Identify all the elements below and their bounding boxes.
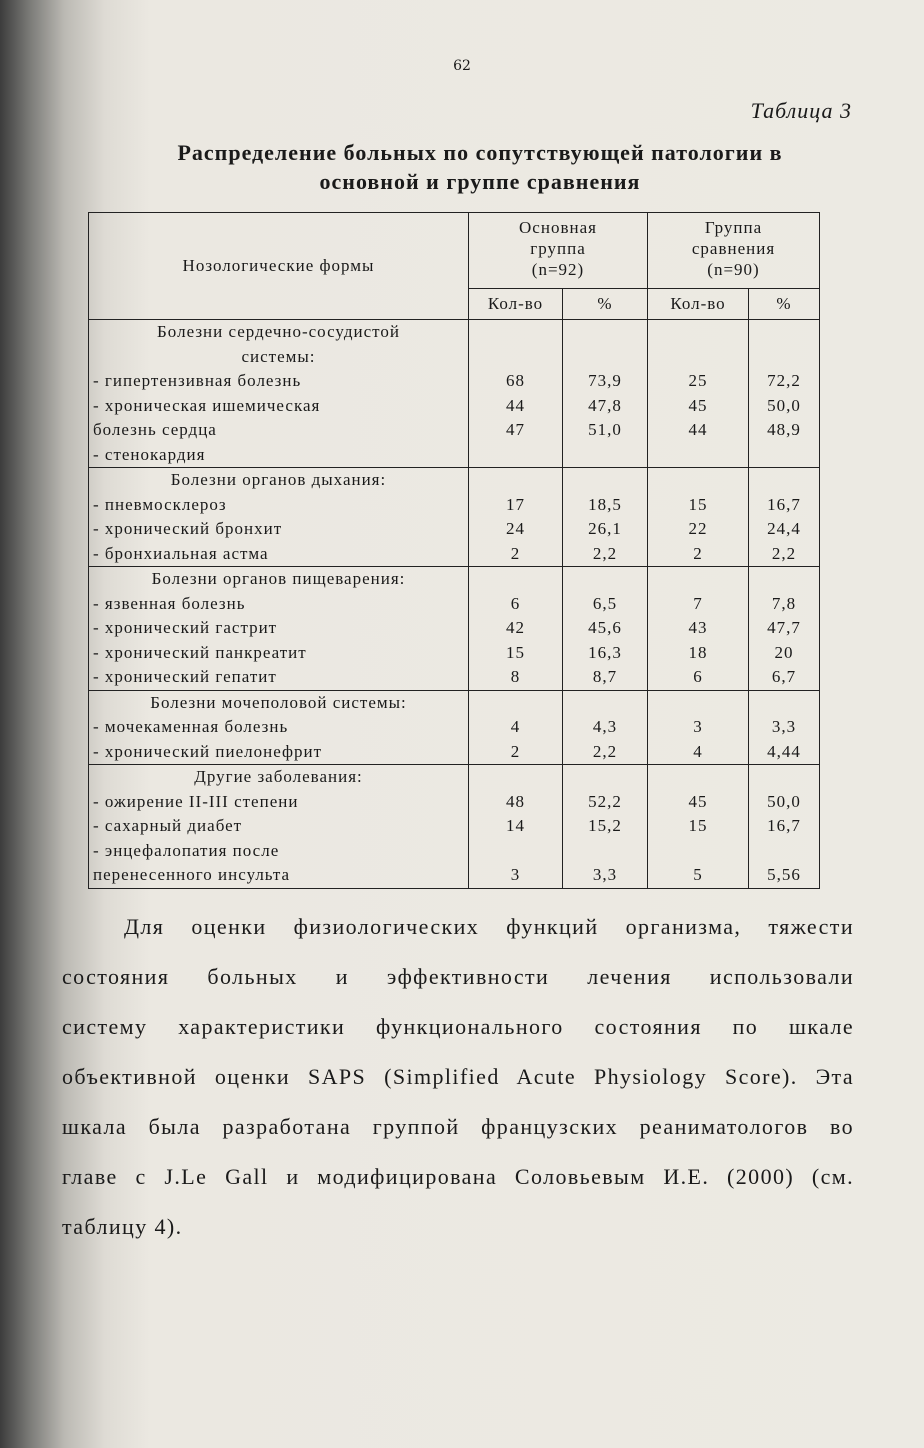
header-compare-group bbox=[648, 213, 820, 289]
value: 7 bbox=[693, 593, 703, 613]
value bbox=[473, 345, 558, 370]
value bbox=[753, 468, 815, 493]
value: 20 bbox=[774, 642, 794, 662]
value: 4,3 bbox=[592, 717, 618, 736]
disease-name: - бронхиальная астма bbox=[93, 543, 269, 563]
value: 3,3 bbox=[771, 717, 797, 736]
body-paragraph bbox=[62, 902, 854, 1252]
value: 2 bbox=[693, 543, 703, 563]
disease-name: - хроническая ишемическая bbox=[93, 395, 321, 415]
group-names-cell bbox=[89, 567, 469, 691]
value bbox=[473, 765, 558, 790]
table-title-line: Распределение больных по сопутствующей патологии в bbox=[177, 140, 783, 165]
value: 2,2 bbox=[592, 741, 618, 761]
value: 4 bbox=[510, 717, 521, 736]
main-percent-cell bbox=[563, 320, 648, 468]
disease-name: - пневмосклероз bbox=[93, 494, 227, 514]
subheader-percent: % bbox=[563, 289, 648, 320]
table-title bbox=[110, 138, 850, 196]
subheader-count: Кол-во bbox=[648, 289, 749, 320]
value: 2,2 bbox=[771, 543, 797, 563]
value bbox=[567, 691, 643, 716]
compare-count-cell bbox=[648, 690, 749, 765]
main-count-cell bbox=[469, 468, 563, 567]
value: 44 bbox=[506, 395, 525, 415]
group-title: Другие заболевания: bbox=[194, 767, 363, 786]
disease-name: перенесенного инсульта bbox=[93, 865, 291, 884]
value: 22 bbox=[688, 519, 708, 538]
main-percent-cell bbox=[563, 765, 648, 889]
value: 18 bbox=[688, 642, 708, 662]
value bbox=[567, 567, 643, 592]
main-percent-cell bbox=[563, 468, 648, 567]
value bbox=[652, 567, 744, 592]
value bbox=[652, 345, 744, 370]
value bbox=[753, 443, 815, 468]
table-label: Таблица 3 bbox=[750, 98, 852, 123]
paragraph-line: систему характеристики функционального состояния по шкале bbox=[62, 1014, 854, 1039]
paragraph-line: Для оценки физиологических функций организма, тяжести bbox=[124, 914, 854, 939]
table-group-row bbox=[89, 567, 820, 691]
table-group-row bbox=[89, 765, 820, 889]
main-count-cell bbox=[469, 567, 563, 691]
value bbox=[473, 468, 558, 493]
value bbox=[753, 345, 815, 370]
value bbox=[567, 839, 643, 864]
paragraph-line: шкала была разработана группой французских реаниматологов во bbox=[62, 1114, 854, 1139]
compare-count-cell bbox=[648, 765, 749, 889]
paragraph-line: объективной оценки SAPS (Simplified Acute Physiology Score). Эта bbox=[62, 1064, 854, 1089]
value bbox=[652, 468, 744, 493]
main-count-cell bbox=[469, 765, 563, 889]
value: 15,2 bbox=[588, 816, 622, 835]
disease-name: - мочекаменная болезнь bbox=[93, 717, 289, 736]
value: 6,5 bbox=[592, 593, 618, 613]
value: 73,9 bbox=[588, 371, 622, 390]
value: 43 bbox=[688, 618, 708, 637]
value bbox=[753, 839, 815, 864]
value bbox=[473, 443, 558, 468]
main-count-cell bbox=[469, 690, 563, 765]
disease-name: - хронический гастрит bbox=[93, 618, 278, 637]
value: 45,6 bbox=[588, 618, 622, 637]
value: 16,3 bbox=[588, 642, 622, 662]
disease-name: - энцефалопатия после bbox=[93, 840, 280, 860]
value: 17 bbox=[506, 494, 525, 514]
value: 16,7 bbox=[767, 816, 801, 835]
value: 4 bbox=[693, 741, 703, 761]
value bbox=[753, 567, 815, 592]
value bbox=[473, 691, 558, 716]
value: 24,4 bbox=[767, 519, 801, 538]
group-title: Болезни органов дыхания: bbox=[170, 470, 387, 489]
value bbox=[652, 765, 744, 790]
value bbox=[652, 691, 744, 716]
header-compare-group-line: Группа bbox=[704, 218, 763, 237]
value: 45 bbox=[688, 791, 708, 811]
disease-name: - хронический гепатит bbox=[93, 667, 277, 686]
group-names-cell bbox=[89, 690, 469, 765]
header-main-group-line: (n=92) bbox=[531, 260, 585, 279]
page-number: 62 bbox=[453, 58, 471, 74]
value: 7,8 bbox=[771, 593, 797, 613]
value: 24 bbox=[506, 519, 525, 538]
compare-percent-cell bbox=[749, 765, 820, 889]
disease-name: - хронический панкреатит bbox=[93, 642, 307, 662]
group-title: Болезни сердечно-сосудистой bbox=[157, 322, 400, 341]
header-main-group bbox=[469, 213, 648, 289]
table-header-row bbox=[89, 213, 820, 289]
disease-name: - сахарный диабет bbox=[93, 816, 243, 835]
paragraph-line: главе с J.Le Gall и модифицирована Соловьевым И.Е. (2000) (см. bbox=[62, 1164, 854, 1189]
comorbidity-table bbox=[88, 212, 820, 889]
header-nosology: Нозологические формы bbox=[89, 213, 469, 320]
value: 25 bbox=[688, 371, 708, 390]
value bbox=[652, 443, 744, 468]
value: 14 bbox=[506, 816, 525, 835]
value: 48 bbox=[506, 791, 525, 811]
header-compare-group-line: сравнения bbox=[691, 239, 776, 258]
main-percent-cell bbox=[563, 690, 648, 765]
group-names-cell bbox=[89, 765, 469, 889]
value: 8 bbox=[510, 667, 521, 686]
value bbox=[567, 765, 643, 790]
main-count-cell bbox=[469, 320, 563, 468]
disease-name: - гипертензивная болезнь bbox=[93, 371, 302, 390]
compare-percent-cell bbox=[749, 690, 820, 765]
value: 52,2 bbox=[588, 791, 622, 811]
header-main-group-line: Основная bbox=[519, 218, 597, 237]
value: 44 bbox=[688, 420, 708, 439]
value: 18,5 bbox=[588, 494, 622, 514]
value: 6 bbox=[510, 593, 521, 613]
value bbox=[753, 691, 815, 716]
value: 50,0 bbox=[767, 791, 801, 811]
compare-count-cell bbox=[648, 320, 749, 468]
value: 2 bbox=[510, 543, 521, 563]
subheader-percent: % bbox=[749, 289, 820, 320]
table-title-line: основной и группе сравнения bbox=[319, 169, 641, 194]
compare-percent-cell bbox=[749, 468, 820, 567]
value bbox=[567, 443, 643, 468]
value: 3 bbox=[510, 865, 521, 884]
group-names-cell bbox=[89, 468, 469, 567]
value: 42 bbox=[506, 618, 525, 637]
value bbox=[567, 468, 643, 493]
group-title: Болезни мочеполовой системы: bbox=[150, 692, 407, 712]
table-group-row bbox=[89, 468, 820, 567]
value: 2 bbox=[510, 741, 521, 761]
table-group-row bbox=[89, 690, 820, 765]
compare-percent-cell bbox=[749, 567, 820, 691]
disease-name: - хронический бронхит bbox=[93, 519, 283, 538]
value: 26,1 bbox=[588, 519, 622, 538]
compare-count-cell bbox=[648, 468, 749, 567]
value bbox=[753, 320, 815, 345]
value: 16,7 bbox=[767, 494, 801, 514]
value: 47 bbox=[506, 420, 525, 439]
value bbox=[567, 345, 643, 370]
compare-count-cell bbox=[648, 567, 749, 691]
main-percent-cell bbox=[563, 567, 648, 691]
value: 5 bbox=[693, 865, 703, 884]
value: 51,0 bbox=[588, 420, 622, 439]
header-compare-group-line: (n=90) bbox=[707, 260, 760, 279]
value: 15 bbox=[506, 642, 525, 662]
value: 6,7 bbox=[771, 667, 797, 686]
disease-name: - ожирение II-III степени bbox=[93, 791, 299, 811]
value: 72,2 bbox=[767, 371, 801, 390]
disease-name: болезнь сердца bbox=[93, 420, 217, 439]
value bbox=[473, 839, 558, 864]
group-names-cell bbox=[89, 320, 469, 468]
value bbox=[473, 567, 558, 592]
compare-percent-cell bbox=[749, 320, 820, 468]
paragraph-line: таблицу 4). bbox=[62, 1214, 183, 1239]
disease-name: - язвенная болезнь bbox=[93, 593, 246, 613]
value: 50,0 bbox=[767, 395, 801, 415]
disease-name: - хронический пиелонефрит bbox=[93, 741, 322, 761]
value: 47,8 bbox=[588, 395, 622, 415]
paragraph-line: состояния больных и эффективности лечения использовали bbox=[62, 964, 854, 989]
value bbox=[652, 320, 744, 345]
value: 47,7 bbox=[767, 618, 801, 637]
value: 8,7 bbox=[592, 667, 618, 686]
value: 3,3 bbox=[592, 865, 618, 884]
value bbox=[652, 839, 744, 864]
value: 48,9 bbox=[767, 420, 801, 439]
value: 6 bbox=[693, 667, 703, 686]
value bbox=[753, 765, 815, 790]
value: 2,2 bbox=[592, 543, 618, 563]
value: 5,56 bbox=[767, 865, 801, 884]
value: 4,44 bbox=[767, 741, 801, 761]
value bbox=[473, 320, 558, 345]
value: 45 bbox=[688, 395, 708, 415]
group-title: системы: bbox=[241, 346, 316, 366]
disease-name: - стенокардия bbox=[93, 444, 206, 464]
value: 15 bbox=[688, 816, 708, 835]
table-group-row bbox=[89, 320, 820, 468]
header-main-group-line: группа bbox=[530, 239, 586, 258]
value: 68 bbox=[506, 371, 525, 390]
value: 15 bbox=[688, 494, 708, 514]
value: 3 bbox=[693, 717, 703, 736]
subheader-count: Кол-во bbox=[469, 289, 563, 320]
value bbox=[567, 320, 643, 345]
group-title: Болезни органов пищеварения: bbox=[151, 569, 406, 588]
